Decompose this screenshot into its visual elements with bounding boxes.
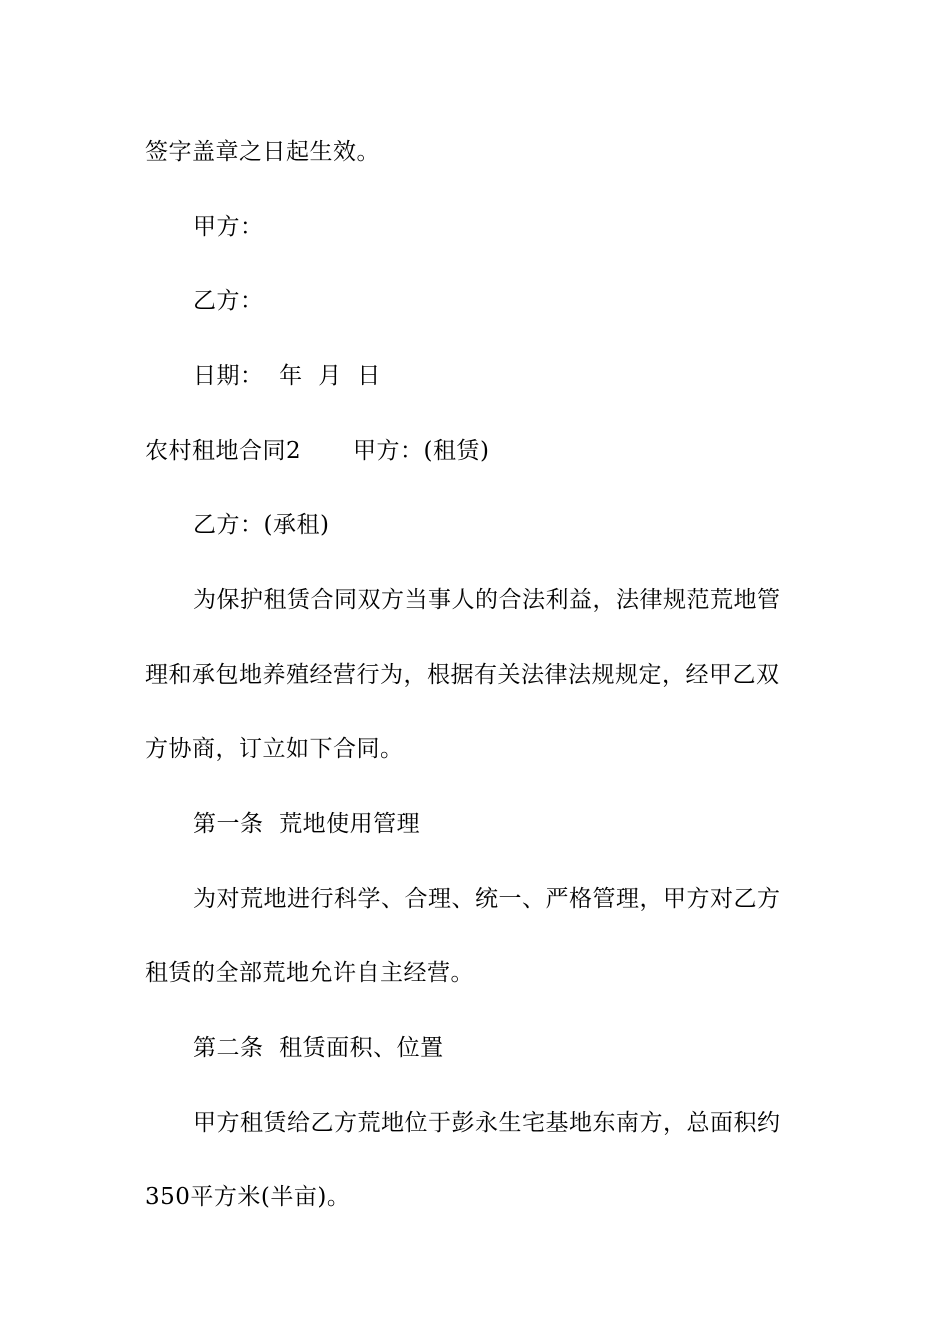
signature-date-label: 日期： 年 月 日 bbox=[193, 363, 381, 389]
party-b-lessee: 乙方：(承租) bbox=[193, 512, 330, 538]
article-1-heading: 第一条 荒地使用管理 bbox=[193, 811, 421, 837]
preamble-line-2: 理和承包地养殖经营行为，根据有关法律法规规定，经甲乙双 bbox=[145, 662, 780, 688]
party-a-lessor: 甲方：(租赁) bbox=[353, 438, 490, 464]
signature-party-a-label: 甲方： bbox=[193, 214, 264, 240]
preamble-line-3: 方协商，订立如下合同。 bbox=[145, 736, 404, 762]
article-2-body-line-1: 甲方租赁给乙方荒地位于彭永生宅基地东南方，总面积约 bbox=[193, 1110, 781, 1136]
preamble-line-1: 为保护租赁合同双方当事人的合法利益，法律规范荒地管 bbox=[193, 587, 781, 613]
article-1-body-line-2: 租赁的全部荒地允许自主经营。 bbox=[145, 960, 474, 986]
signature-party-b-label: 乙方： bbox=[193, 288, 264, 314]
contract-title: 农村租地合同2 bbox=[145, 438, 302, 464]
article-2-body-line-2: 350平方米(半亩)。 bbox=[145, 1184, 351, 1210]
continuation-line-effective: 签字盖章之日起生效。 bbox=[145, 139, 380, 165]
article-1-body-line-1: 为对荒地进行科学、合理、统一、严格管理，甲方对乙方 bbox=[193, 886, 781, 912]
article-2-heading: 第二条 租赁面积、位置 bbox=[193, 1035, 444, 1061]
